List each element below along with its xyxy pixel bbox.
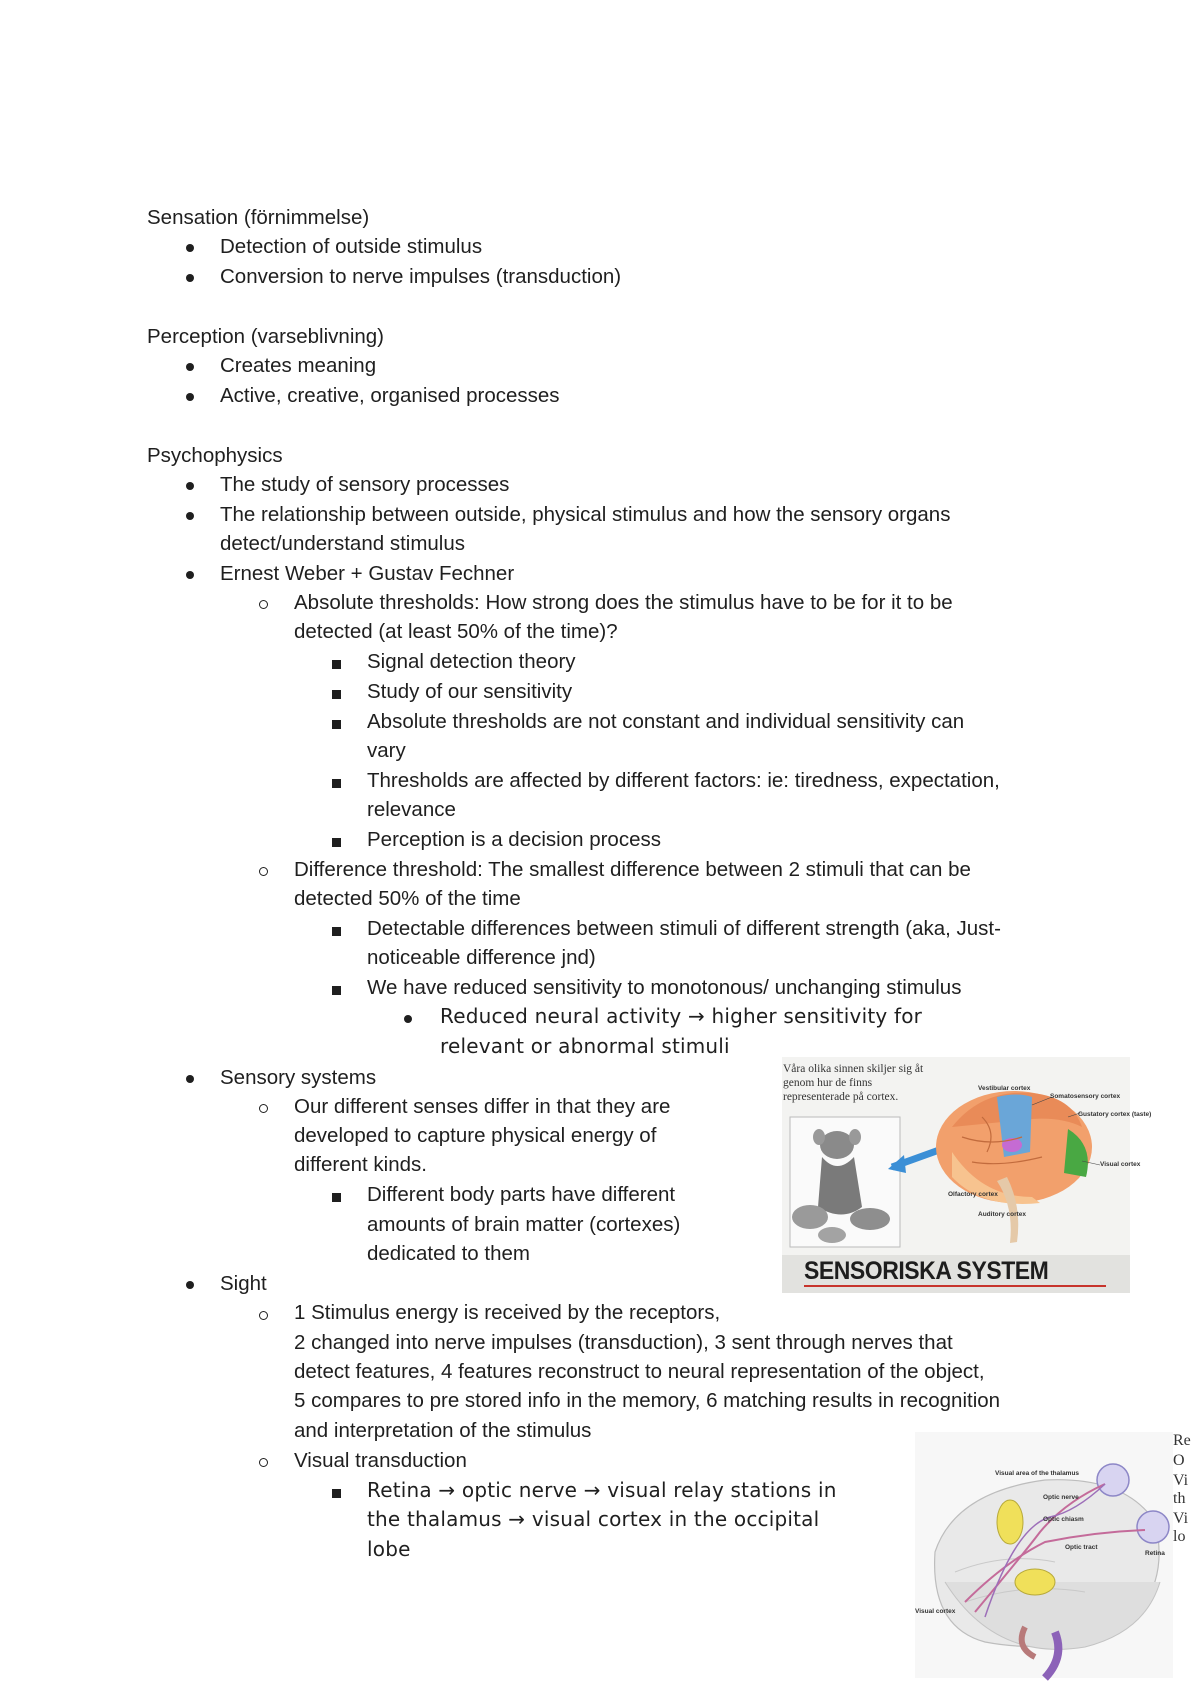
bullet-disc [186,512,194,520]
list-item: We have reduced sensitivity to monotonous/ unchanging stimulus [367,976,962,999]
bullet-disc [186,393,194,401]
sensory-systems-figure [782,1057,1152,1293]
list-item-cont: 5 compares to pre stored info in the memory, 6 matching results in recognition [294,1389,1001,1412]
list-item-cont: amounts of brain matter (cortexes) [367,1213,681,1236]
list-item: Absolute thresholds: How strong does the stimulus have to be for it to be [294,591,953,614]
list-item-cont: noticeable difference jnd) [367,946,596,969]
list-item: Active, creative, organised processes [220,384,560,407]
list-item-cont: detect/understand stimulus [220,532,465,555]
list-item-cont: the thalamus → visual cortex in the occipital [367,1507,820,1531]
sensation-heading: Sensation (förnimmelse) [147,206,370,229]
list-item-cont: dedicated to them [367,1242,530,1265]
list-item: Signal detection theory [367,650,576,673]
list-item: Creates meaning [220,354,377,377]
bullet-circle [259,1104,268,1113]
bullet-square [332,779,341,788]
label-visual: Visual cortex [1100,1161,1141,1168]
list-item: Our different senses differ in that they are [294,1095,671,1118]
label-gustatory: Gustatory cortex (taste) [1078,1111,1152,1118]
bullet-disc [404,1015,412,1023]
label-optic-tract: Optic tract [1065,1544,1098,1551]
bullet-square [332,720,341,729]
list-item-cont: relevant or abnormal stimuli [440,1034,730,1058]
bullet-disc [186,363,194,371]
list-item-cont: lobe [367,1537,411,1561]
bullet-circle [259,1458,268,1467]
figure-caption: SENSORISKA SYSTEM [804,1257,1049,1285]
label-visual-cortex: Visual cortex [915,1608,956,1615]
list-item-cont: detected (at least 50% of the time)? [294,620,618,643]
bullet-disc [186,571,194,579]
bullet-disc [186,1281,194,1289]
list-item-cont: 2 changed into nerve impulses (transduction), 3 sent through nerves that [294,1331,953,1354]
bullet-square [332,1489,341,1498]
label-retina: Retina [1145,1550,1165,1557]
bullet-square [332,660,341,669]
list-item: Study of our sensitivity [367,680,573,703]
list-item: Difference threshold: The smallest difference between 2 stimuli that can be [294,858,971,881]
list-item: Reduced neural activity → higher sensitivity for [440,1004,923,1028]
label-visual-area: Visual area of the thalamus [995,1470,1080,1477]
list-item-cont: and interpretation of the stimulus [294,1419,592,1442]
cut-letter: Vi [1173,1472,1189,1489]
visual-pathway-figure [915,1432,1191,1678]
list-item: Sensory systems [220,1066,377,1089]
cut-letter: Vi [1173,1510,1189,1527]
list-item: Sight [220,1272,267,1295]
list-item: Visual transduction [294,1449,467,1472]
list-item: Perception is a decision process [367,828,661,851]
bullet-circle [259,600,268,609]
list-item-cont: detect features, 4 features reconstruct to neural representation of the object, [294,1360,985,1383]
bullet-square [332,1193,341,1202]
label-optic-nerve: Optic nerve [1043,1494,1079,1501]
list-item-cont: developed to capture physical energy of [294,1124,657,1147]
bullet-disc [186,274,194,282]
label-vestibular: Vestibular cortex [978,1085,1031,1092]
cut-letter: O [1173,1452,1185,1469]
cut-letter: lo [1173,1528,1186,1545]
label-optic-chiasm: Optic chiasm [1043,1516,1084,1523]
bullet-square [332,690,341,699]
list-item: Thresholds are affected by different factors: ie: tiredness, expectation, [367,769,1000,792]
label-somatosensory: Somatosensory cortex [1050,1093,1121,1100]
bullet-square [332,838,341,847]
bullet-disc [186,244,194,252]
list-item: 1 Stimulus energy is received by the receptors, [294,1301,721,1324]
caption-underline [804,1285,1106,1287]
bullet-square [332,986,341,995]
bullet-disc [186,1075,194,1083]
list-item-cont: vary [367,739,406,762]
cut-letter: Re [1173,1432,1191,1449]
bullet-circle [259,1311,268,1320]
list-item: Different body parts have different [367,1183,676,1206]
bullet-square [332,927,341,936]
list-item: Detection of outside stimulus [220,235,483,258]
psychophysics-heading: Psychophysics [147,444,283,467]
list-item: Retina → optic nerve → visual relay stations in [367,1478,837,1502]
list-item: Ernest Weber + Gustav Fechner [220,562,515,585]
list-item: Absolute thresholds are not constant and individual sensitivity can [367,710,965,733]
list-item-cont: relevance [367,798,456,821]
bullet-disc [186,482,194,490]
bullet-circle [259,867,268,876]
list-item-cont: detected 50% of the time [294,887,521,910]
cut-letter: th [1173,1490,1186,1507]
label-olfactory: Olfactory cortex [948,1191,998,1198]
figure-note: Våra olika sinnen skiljer sig åt genom hur de finns representerade på cortex. [783,1063,924,1103]
list-item: Detectable differences between stimuli of different strength (aka, Just- [367,917,1001,940]
list-item-cont: different kinds. [294,1153,427,1176]
label-auditory: Auditory cortex [978,1211,1027,1218]
list-item: The relationship between outside, physical stimulus and how the sensory organs [220,503,951,526]
list-item: The study of sensory processes [220,473,510,496]
perception-heading: Perception (varseblivning) [147,325,385,348]
list-item: Conversion to nerve impulses (transduction) [220,265,622,288]
